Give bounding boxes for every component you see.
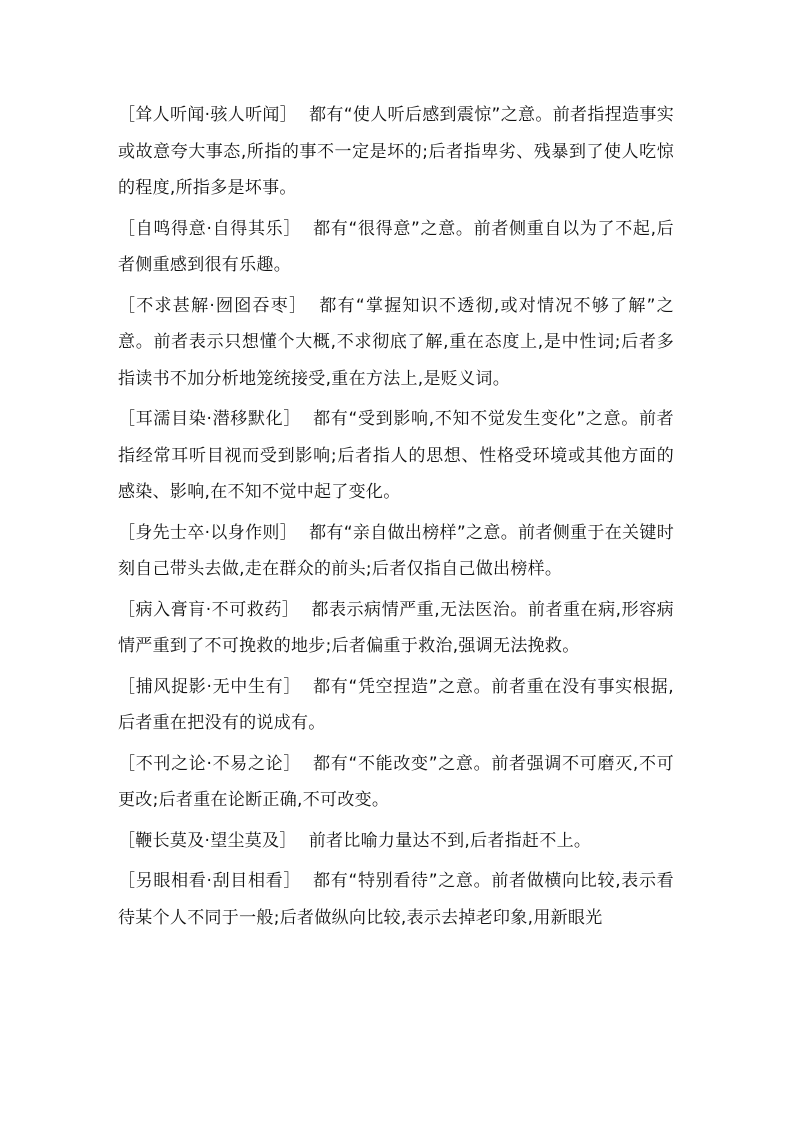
entry-term: ［自鸣得意·自得其乐］ (118, 218, 302, 239)
entry-text: 都有“掌握知识不透彻,或对情况不够了解”之意。前者表示只想懂个大概,不求彻底了解,重在态度上,是中性词;后者多指读书不加分析地笼统接受,重在方法上,是贬义词。 (118, 295, 674, 389)
entry-text: 都有“不能改变”之意。前者强调不可磨灭,不可更改;后者重在论断正确,不可改变。 (118, 753, 674, 810)
entry-1 (118, 97, 674, 207)
entry-5 (118, 515, 674, 588)
entry-text: 都有“亲自做出榜样”之意。前者侧重于在关键时刻自己带头去做,走在群众的前头;后者仅指自己做出榜样。 (118, 522, 674, 579)
entry-term: ［耸人听闻·骇人听闻］ (118, 105, 298, 125)
entry-7 (118, 669, 674, 742)
entry-term: ［鞭长莫及·望尘莫及］ (118, 830, 297, 851)
entry-term: ［另眼相看·刮目相看］ (118, 871, 302, 891)
entry-text: 都有“受到影响,不知不觉发生变化”之意。前者指经常耳听目视而受到影响;后者指人的思想、性格受环境或其他方面的感染、影响,在不知不觉中起了变化。 (118, 409, 674, 502)
entry-text: 都有“凭空捏造”之意。前者重在没有事实根据,后者重在把没有的说成有。 (118, 676, 674, 733)
entry-term: ［耳濡目染·潜移默化］ (118, 409, 302, 429)
entry-text: 都有“很得意”之意。前者侧重自以为了不起,后者侧重感到很有乐趣。 (118, 218, 674, 275)
entry-text: 都表示病情严重,无法医治。前者重在病,形容病情严重到了不可挽救的地步;后者偏重于救治,强调无法挽救。 (118, 599, 674, 656)
entry-3 (118, 288, 674, 398)
entry-4 (118, 401, 674, 511)
entry-9 (118, 823, 674, 860)
entry-10 (118, 863, 674, 936)
entry-term: ［不刊之论·不易之论］ (118, 753, 302, 774)
entry-text: 前者比喻力量达不到,后者指赶不上。 (308, 830, 592, 851)
entry-8 (118, 746, 674, 819)
entry-text: 都有“使人听后感到震惊”之意。前者指捏造事实或故意夸大事态,所指的事不一定是坏的;后者指卑劣、残暴到了使人吃惊的程度,所指多是坏事。 (118, 105, 674, 198)
entry-term: ［捕风捉影·无中生有］ (118, 676, 302, 697)
entry-term: ［身先士卒·以身作则］ (118, 522, 298, 543)
entry-6 (118, 592, 674, 665)
entry-term: ［不求甚解·囫囵吞枣］ (118, 295, 308, 316)
entry-term: ［病入膏肓·不可救药］ (118, 599, 300, 620)
entry-text: 都有“特别看待”之意。前者做横向比较,表示看待某个人不同于一般;后者做纵向比较,表示去掉老印象,用新眼光 (118, 871, 674, 928)
entry-2 (118, 211, 674, 284)
